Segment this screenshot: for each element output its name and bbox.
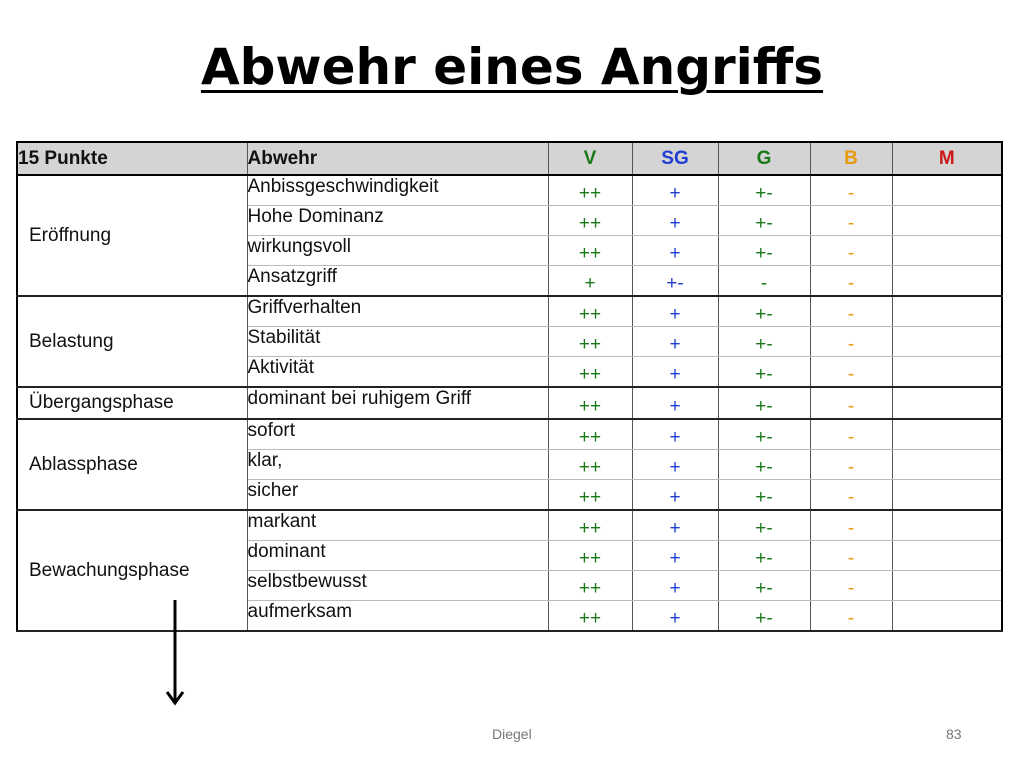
rating-g-cell: +- [718,327,810,357]
criterion-cell: selbstbewusst [247,571,548,601]
rating-v-cell: ++ [548,236,632,266]
section-label: Bewachungsphase [17,510,247,631]
rating-m-cell [892,510,1002,541]
rating-m-cell [892,296,1002,327]
rating-b-cell: - [810,419,892,450]
rating-v-cell: ++ [548,206,632,236]
table-row [17,175,1002,206]
rating-sg-cell: + [632,480,718,511]
rating-g-cell: +- [718,601,810,632]
rating-b-cell: - [810,266,892,297]
criterion-cell: sofort [247,419,548,450]
criterion-cell: wirkungsvoll [247,236,548,266]
criterion-cell: sicher [247,480,548,511]
rating-v-cell: ++ [548,175,632,206]
rating-g-cell: +- [718,206,810,236]
rating-g-cell: +- [718,296,810,327]
rating-g-cell: +- [718,419,810,450]
header-g: G [718,142,810,175]
rating-m-cell [892,480,1002,511]
rating-sg-cell: + [632,236,718,266]
table-row [17,387,1002,419]
rating-b-cell: - [810,480,892,511]
rating-b-cell: - [810,510,892,541]
rating-b-cell: - [810,387,892,419]
rating-g-cell: +- [718,175,810,206]
header-m: M [892,142,1002,175]
criterion-cell: dominant [247,541,548,571]
rating-sg-cell: + [632,175,718,206]
section-label: Übergangsphase [17,387,247,419]
criterion-cell: markant [247,510,548,541]
rating-g-cell: +- [718,571,810,601]
rating-sg-cell: + [632,387,718,419]
rating-m-cell [892,357,1002,388]
rating-g-cell: +- [718,387,810,419]
criterion-cell: klar, [247,450,548,480]
rating-g-cell: +- [718,357,810,388]
rating-v-cell: ++ [548,296,632,327]
rating-sg-cell: + [632,450,718,480]
rating-b-cell: - [810,601,892,632]
evaluation-table [16,141,1003,632]
table-header-row [17,142,1002,175]
header-abwehr: Abwehr [247,142,548,175]
table-body [17,175,1002,631]
criterion-cell: Aktivität [247,357,548,388]
rating-m-cell [892,236,1002,266]
section-label: Belastung [17,296,247,387]
rating-b-cell: - [810,357,892,388]
rating-v-cell: ++ [548,419,632,450]
rating-m-cell [892,175,1002,206]
rating-b-cell: - [810,571,892,601]
arrow-down-icon [160,598,190,708]
rating-sg-cell: + [632,296,718,327]
rating-sg-cell: + [632,419,718,450]
rating-v-cell: ++ [548,387,632,419]
criterion-cell: aufmerksam [247,601,548,632]
rating-sg-cell: + [632,510,718,541]
header-punkte: 15 Punkte [17,142,247,175]
criterion-cell: Ansatzgriff [247,266,548,297]
section-label: Eröffnung [17,175,247,296]
criterion-cell: Anbissgeschwindigkeit [247,175,548,206]
rating-m-cell [892,601,1002,632]
rating-m-cell [892,266,1002,297]
rating-b-cell: - [810,450,892,480]
rating-b-cell: - [810,236,892,266]
rating-v-cell: ++ [548,510,632,541]
criterion-cell: Griffverhalten [247,296,548,327]
rating-g-cell: +- [718,480,810,511]
slide-title: Abwehr eines Angriffs [200,38,824,96]
rating-v-cell: ++ [548,327,632,357]
rating-g-cell: +- [718,541,810,571]
table-row [17,419,1002,450]
rating-v-cell: + [548,266,632,297]
header-sg: SG [632,142,718,175]
rating-sg-cell: + [632,206,718,236]
rating-sg-cell: + [632,541,718,571]
rating-b-cell: - [810,206,892,236]
rating-v-cell: ++ [548,601,632,632]
rating-m-cell [892,327,1002,357]
rating-v-cell: ++ [548,480,632,511]
section-label: Ablassphase [17,419,247,510]
table-row [17,296,1002,327]
rating-v-cell: ++ [548,450,632,480]
rating-m-cell [892,419,1002,450]
rating-m-cell [892,206,1002,236]
rating-v-cell: ++ [548,571,632,601]
footer-page-number: 83 [946,726,962,742]
header-b: B [810,142,892,175]
criterion-cell: dominant bei ruhigem Griff [247,387,548,419]
rating-m-cell [892,541,1002,571]
rating-m-cell [892,450,1002,480]
header-v: V [548,142,632,175]
rating-sg-cell: + [632,601,718,632]
rating-sg-cell: +- [632,266,718,297]
rating-b-cell: - [810,175,892,206]
rating-v-cell: ++ [548,357,632,388]
rating-b-cell: - [810,541,892,571]
rating-g-cell: +- [718,236,810,266]
rating-sg-cell: + [632,327,718,357]
footer-author: Diegel [492,726,532,742]
rating-b-cell: - [810,296,892,327]
criterion-cell: Hohe Dominanz [247,206,548,236]
rating-m-cell [892,387,1002,419]
rating-sg-cell: + [632,571,718,601]
rating-g-cell: +- [718,510,810,541]
rating-m-cell [892,571,1002,601]
rating-sg-cell: + [632,357,718,388]
rating-g-cell: +- [718,450,810,480]
rating-b-cell: - [810,327,892,357]
rating-v-cell: ++ [548,541,632,571]
rating-g-cell: - [718,266,810,297]
criterion-cell: Stabilität [247,327,548,357]
table-row [17,510,1002,541]
